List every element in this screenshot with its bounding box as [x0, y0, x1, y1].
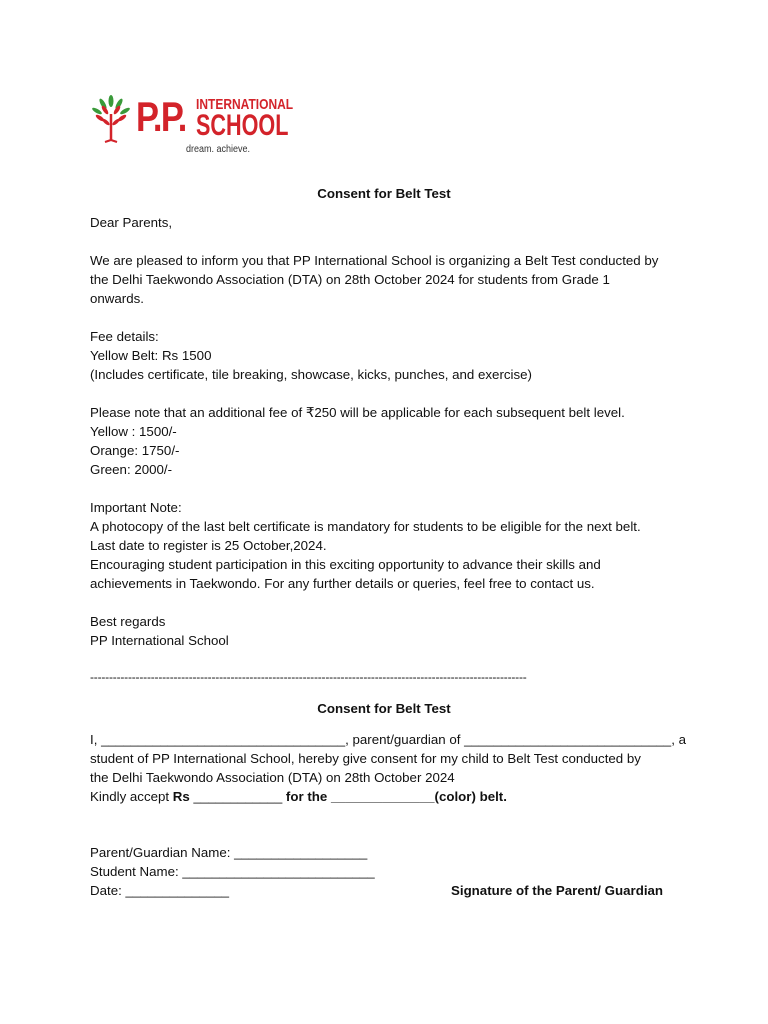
note-line-2: Last date to register is 25 October,2024. — [90, 538, 327, 553]
fee-heading: Fee details: — [90, 329, 159, 344]
note-line-4: achievements in Taekwondo. For any further details or queries, feel free to contact us. — [90, 576, 595, 591]
accept-rs: Rs — [172, 789, 190, 804]
student-name-field: Student Name: __________________________ — [90, 864, 375, 879]
logo-international-text: INTERNATIONAL — [196, 96, 294, 113]
consent-line-1: I, _________________________________, parent/guardian of ____________________________, a — [90, 732, 686, 747]
additional-fee-note: Please note that an additional fee of ₹250 will be applicable for each subsequent belt level. — [90, 405, 625, 420]
accept-amount-blank: ____________ — [189, 789, 286, 804]
cut-line-separator: ------------------------------------------------------------------------------------------------------------------- — [90, 670, 527, 684]
greeting: Dear Parents, — [90, 215, 173, 230]
signature-label: Signature of the Parent/ Guardian — [451, 883, 664, 898]
belt-fee-green: Green: 2000/- — [90, 462, 173, 477]
note-line-1: A photocopy of the last belt certificate is mandatory for students to be eligible for the next belt. — [90, 519, 641, 534]
fee-includes: (Includes certificate, tile breaking, showcase, kicks, punches, and exercise) — [90, 367, 532, 382]
consent-accept-line — [90, 787, 507, 806]
signoff: PP International School — [90, 633, 229, 648]
intro-line-3: onwards. — [90, 291, 144, 306]
accept-color-belt: ______________(color) belt. — [327, 789, 507, 804]
note-line-3: Encouraging student participation in this exciting opportunity to advance their skills and — [90, 557, 601, 572]
date-field: Date: ______________ — [90, 883, 230, 898]
accept-prefix: Kindly accept — [90, 789, 173, 804]
parent-name-field: Parent/Guardian Name: __________________ — [90, 845, 368, 860]
accept-for: for the — [285, 789, 328, 804]
school-logo — [90, 92, 300, 158]
note-heading: Important Note: — [90, 500, 182, 515]
logo-pp-text: P.P. — [136, 93, 186, 140]
consent-title: Consent for Belt Test — [317, 701, 451, 716]
tree-logo-icon — [90, 94, 132, 144]
intro-line-2: the Delhi Taekwondo Association (DTA) on 28th October 2024 for students from Grade 1 — [90, 272, 610, 287]
regards: Best regards — [90, 614, 166, 629]
intro-line-1: We are pleased to inform you that PP International School is organizing a Belt Test conducted by — [90, 253, 659, 268]
belt-fee-yellow: Yellow : 1500/- — [90, 424, 177, 439]
consent-line-2: student of PP International School, hereby give consent for my child to Belt Test conducted by — [90, 751, 641, 766]
consent-line-3: the Delhi Taekwondo Association (DTA) on 28th October 2024 — [90, 770, 455, 785]
letter-title: Consent for Belt Test — [317, 186, 451, 201]
fee-yellow: Yellow Belt: Rs 1500 — [90, 348, 212, 363]
belt-fee-orange: Orange: 1750/- — [90, 443, 180, 458]
logo-tagline: dream. achieve. — [186, 144, 251, 155]
logo-school-text: SCHOOL — [196, 109, 289, 142]
